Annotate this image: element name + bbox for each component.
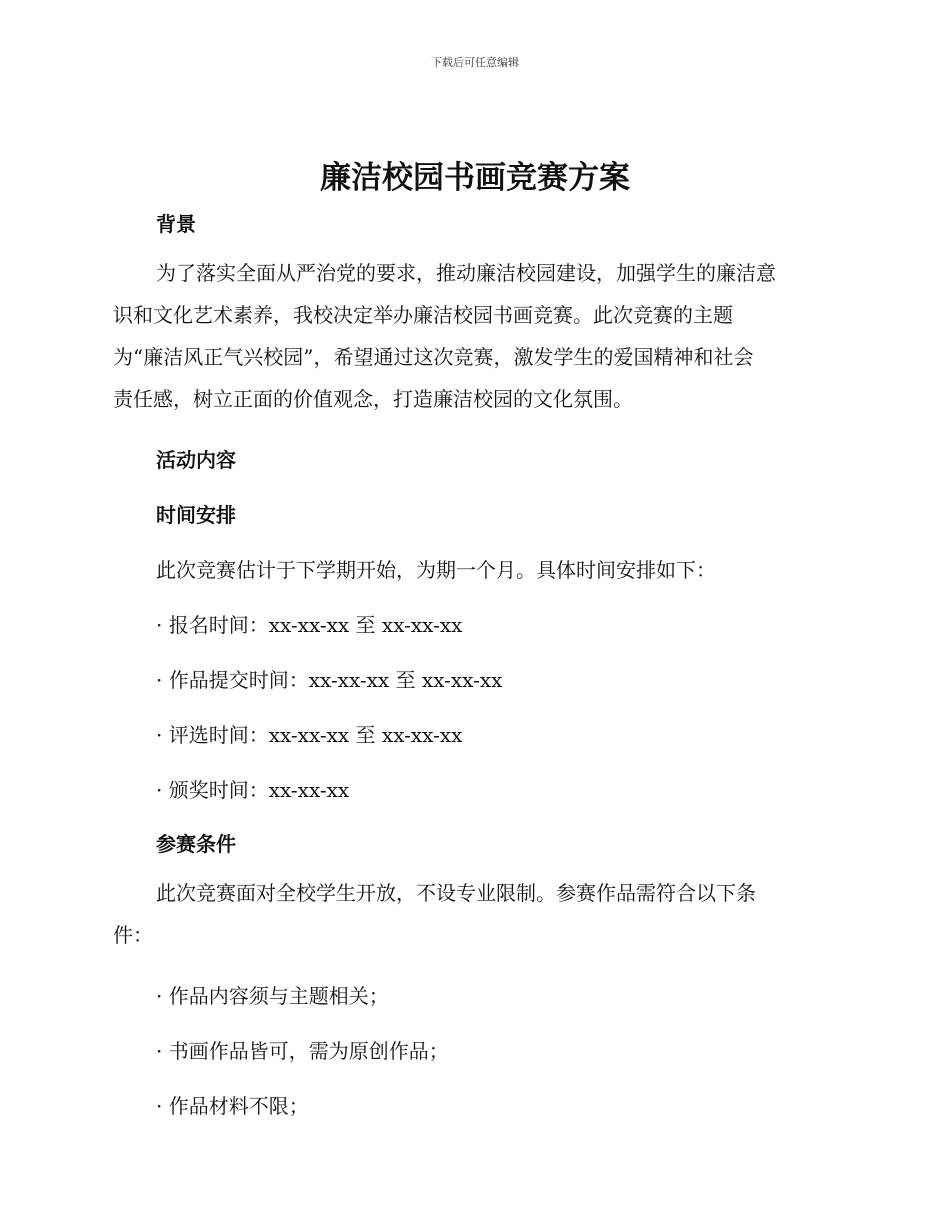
schedule-item-award: · 颁奖时间：xx-xx-xx <box>156 778 350 802</box>
schedule-intro: 此次竞赛估计于下学期开始，为期一个月。具体时间安排如下： <box>156 558 716 582</box>
condition-item-material: · 作品材料不限； <box>156 1094 309 1118</box>
document-title: 廉洁校园书画竞赛方案 <box>320 160 630 196</box>
background-line-2: 识和文化艺术素养，我校决定举办廉洁校园书画竞赛。此次竞赛的主题 <box>113 303 733 327</box>
conditions-line-2: 件： <box>113 923 153 947</box>
page-header-note: 下载后可任意编辑 <box>431 56 519 69</box>
background-line-4: 责任感，树立正面的价值观念，打造廉洁校园的文化氛围。 <box>113 387 633 411</box>
conditions-paragraph <box>113 872 838 956</box>
heading-activity: 活动内容 <box>156 448 236 472</box>
condition-item-original: · 书画作品皆可，需为原创作品； <box>156 1039 449 1063</box>
background-line-1: 为了落实全面从严治党的要求，推动廉洁校园建设，加强学生的廉洁意 <box>156 261 776 285</box>
heading-background: 背景 <box>156 212 196 236</box>
conditions-line-1: 此次竞赛面对全校学生开放，不设专业限制。参赛作品需符合以下条 <box>156 881 756 905</box>
background-paragraph <box>113 252 838 420</box>
schedule-item-submission: · 作品提交时间：xx-xx-xx 至 xx-xx-xx <box>156 668 503 692</box>
heading-schedule: 时间安排 <box>156 503 236 527</box>
background-line-3: 为“廉洁风正气兴校园”，希望通过这次竞赛，激发学生的爱国精神和社会 <box>113 345 754 369</box>
schedule-item-signup: · 报名时间：xx-xx-xx 至 xx-xx-xx <box>156 613 463 637</box>
condition-item-theme: · 作品内容须与主题相关； <box>156 984 389 1008</box>
heading-conditions: 参赛条件 <box>156 832 236 856</box>
schedule-item-judging: · 评选时间：xx-xx-xx 至 xx-xx-xx <box>156 723 463 747</box>
